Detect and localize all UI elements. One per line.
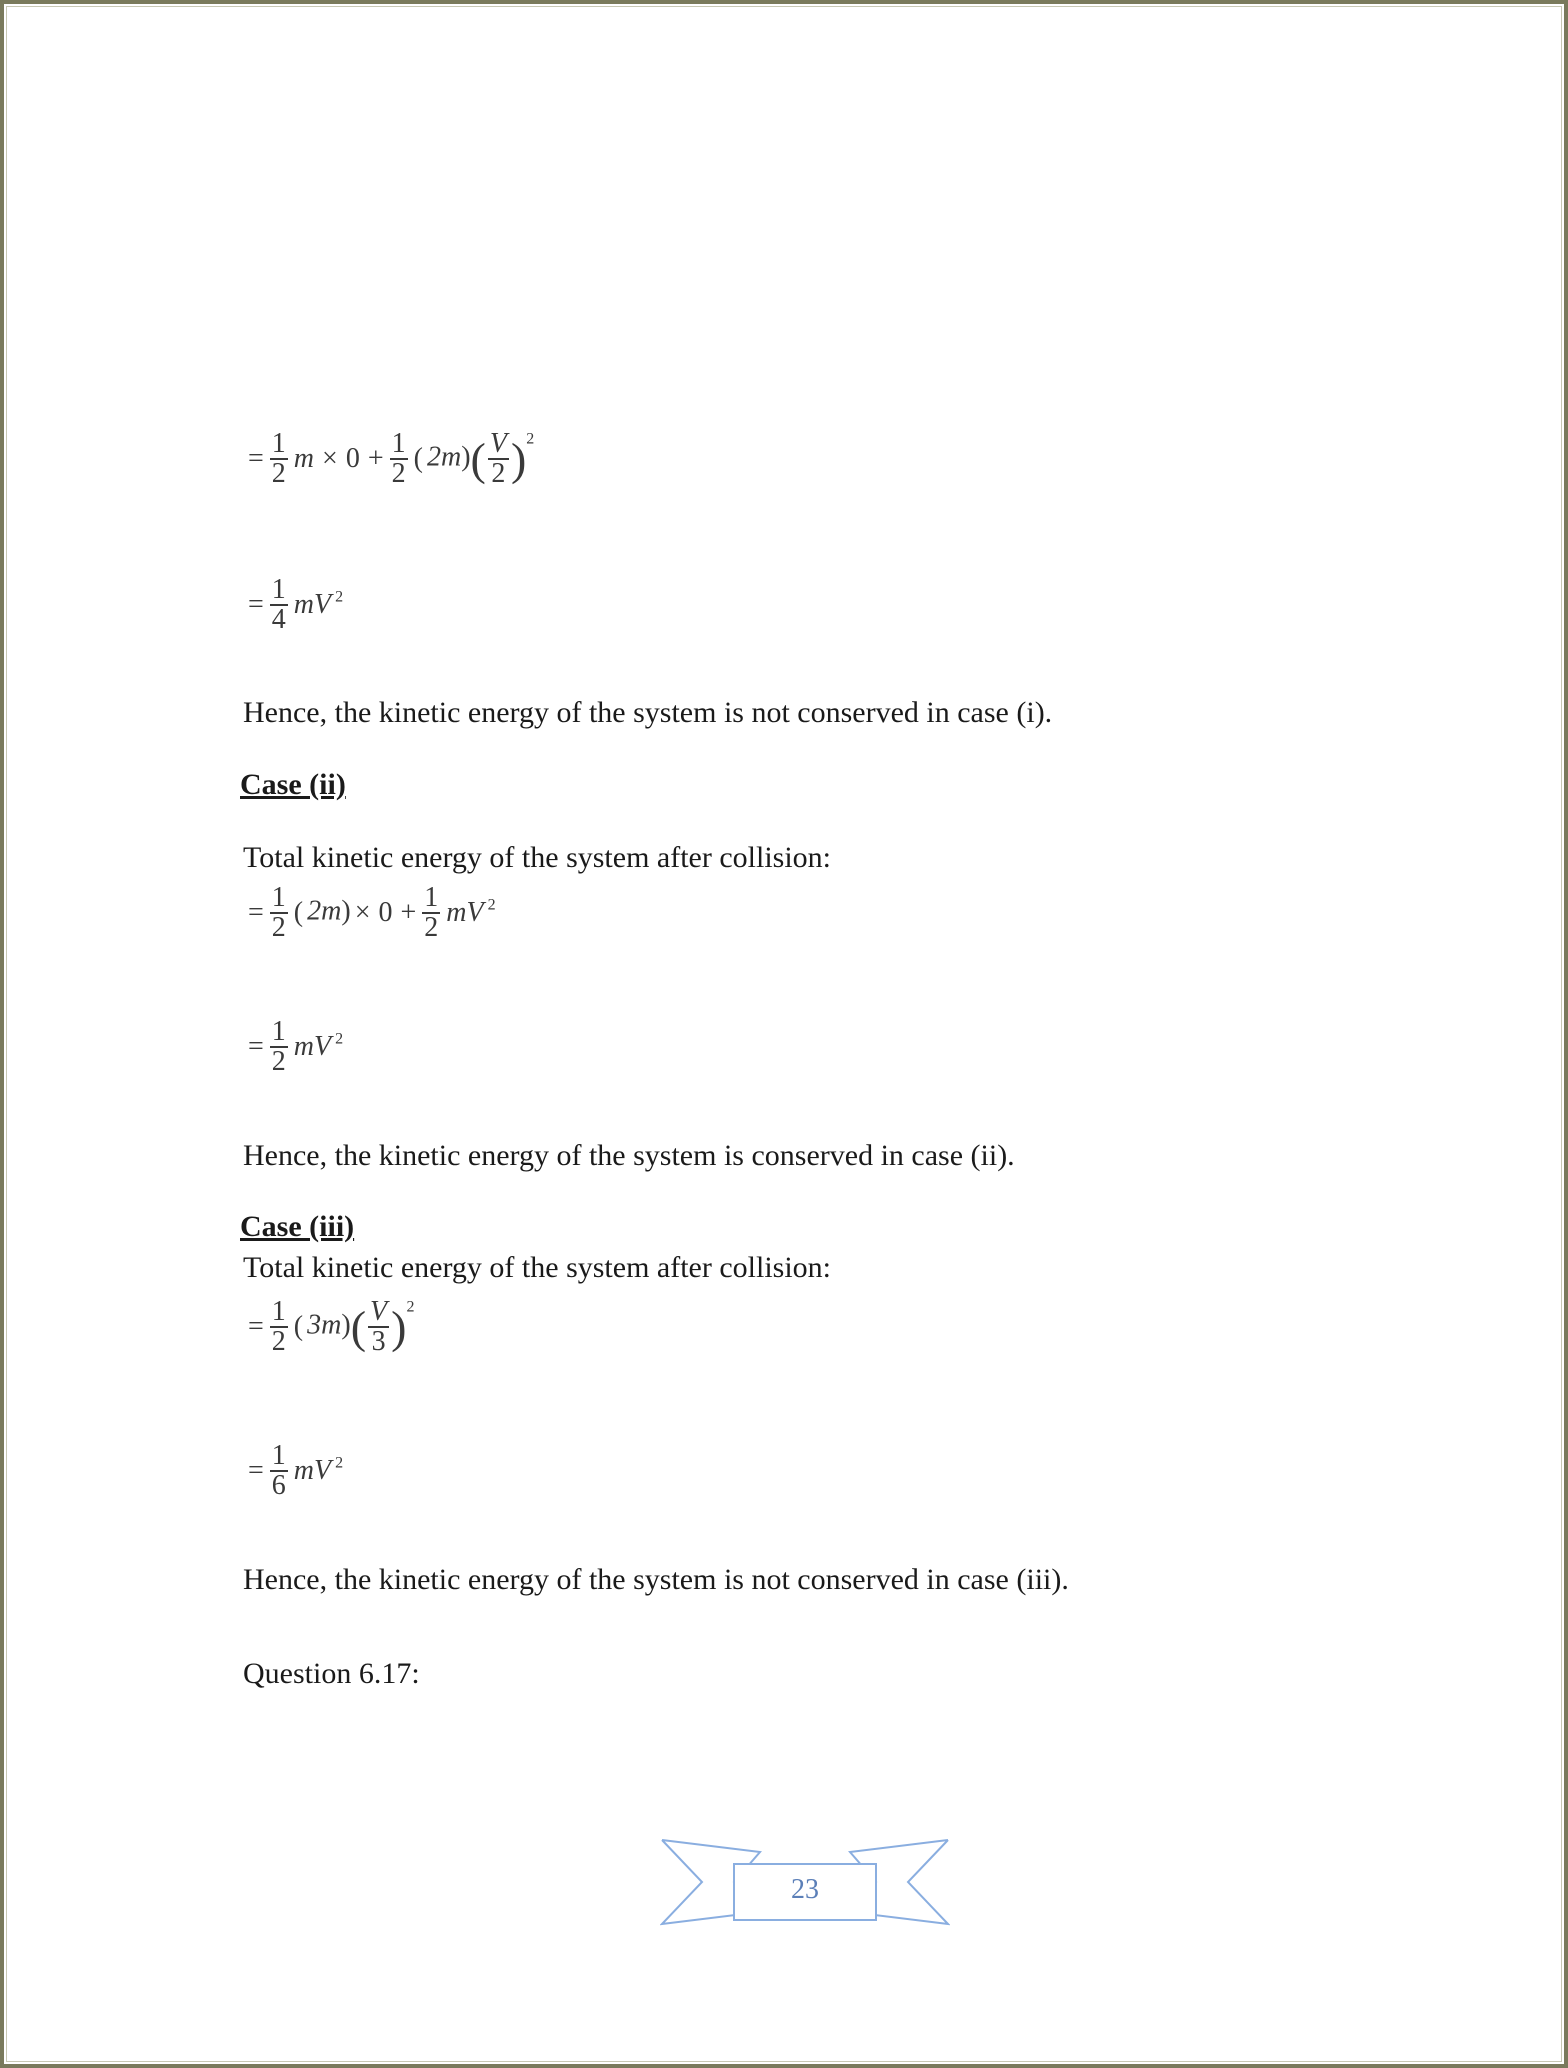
fraction-one-quarter: $\frac{1}{4}$ xyxy=(271,574,286,635)
page-number: 23 xyxy=(791,1874,819,1905)
next-question-label: Question 6.17: xyxy=(243,1657,420,1690)
equation-case1-result: = $\frac{1}{4}$ mV $^2$ xyxy=(248,574,344,635)
page-inner-border xyxy=(6,6,1562,2062)
heading-case-ii: Case (ii) xyxy=(240,768,346,801)
equation-case2-result: = $\frac{1}{2}$ mV $^2$ xyxy=(248,1016,344,1077)
equation-case1-step1: = $\frac{1}{2}$ m × 0 + $\frac{1}{2}$ ( 2m)( $\frac{V}{2}$ )$^2$ xyxy=(248,428,535,489)
fraction-one-half: $\frac{1}{2}$ xyxy=(271,1016,286,1077)
case1-conclusion: Hence, the kinetic energy of the system is not conserved in case (i). xyxy=(243,696,1053,729)
fraction-one-half: $\frac{1}{2}$ xyxy=(424,882,439,943)
case3-conclusion: Hence, the kinetic energy of the system is not conserved in case (iii). xyxy=(243,1563,1069,1596)
heading-case-iii: Case (iii) xyxy=(240,1210,355,1243)
fraction-one-half: $\frac{1}{2}$ xyxy=(271,882,286,943)
fraction-one-half: $\frac{1}{2}$ xyxy=(391,428,406,489)
equation-case3-result: = $\frac{1}{6}$ mV $^2$ xyxy=(248,1440,344,1501)
equation-case3-step1: = $\frac{1}{2}$ ( 3m)( $\frac{V}{3}$ )$^2$ xyxy=(248,1296,415,1357)
case2-conclusion: Hence, the kinetic energy of the system is conserved in case (ii). xyxy=(243,1139,1015,1172)
fraction-v-over-2: $\frac{V}{2}$ xyxy=(489,428,507,489)
fraction-one-half: $\frac{1}{2}$ xyxy=(271,1296,286,1357)
fraction-v-over-3: $\frac{V}{3}$ xyxy=(370,1296,388,1357)
equation-case2-step1: = $\frac{1}{2}$ ( 2m) × 0 + $\frac{1}{2}$ mV $^2$ xyxy=(248,882,496,943)
fraction-one-sixth: $\frac{1}{6}$ xyxy=(271,1440,286,1501)
case3-intro: Total kinetic energy of the system after collision: xyxy=(243,1251,832,1284)
case2-intro: Total kinetic energy of the system after collision: xyxy=(243,841,832,874)
fraction-one-half: $\frac{1}{2}$ xyxy=(271,428,286,489)
